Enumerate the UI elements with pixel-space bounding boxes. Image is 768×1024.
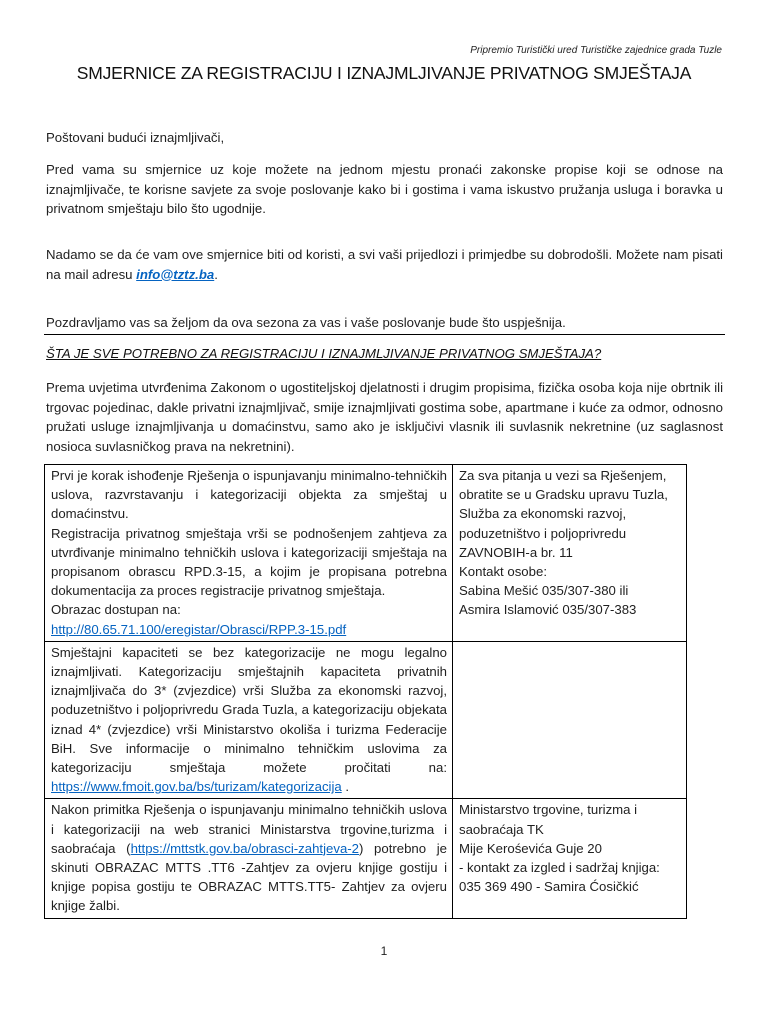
table-row: [45, 641, 687, 799]
contact-1-person-a: Sabina Mešić 035/307-380 ili: [459, 583, 629, 599]
contact-1-label: Kontakt osobe:: [459, 564, 547, 580]
table-row: [45, 799, 687, 918]
step-2-body: Smještajni kapaciteti se bez kategorizacije ne mogu legalno iznajmljivati. Kategorizaciju smještajnih kapaciteta privatnih iznajmljivača do 3* (zvjezdice) vrši Služba za ekonomski razvoj, poduzetništvo i poljoprivredu Grada Tuzla, a kategorizaciju objekata iznad 4* (zvjezdice) vrši Ministarstvo okoliša i turizma Federacije BiH. Sve informacije o minimalno tehničkim uslovima za kategorizaciju smještaja možete pročitati na:: [51, 644, 447, 776]
page-number: 1: [380, 944, 388, 958]
fmoit-link[interactable]: https://www.fmoit.gov.ba/bs/turizam/kategorizacija: [51, 779, 342, 795]
intro-paragraph: Pred vama su smjernice uz koje možete na jednom mjestu pronaći zakonske propise koji se odnose na iznajmljivače, te korisne savjete za svoje poslovanje kako bi i gostima i vama iskustvo pružanja usluga i boravka u privatnom smještaju bilo što ugodnije.: [46, 162, 723, 217]
step-1-text: Prvi je korak ishođenje Rješenja o ispunjavanju minimalno-tehničkih uslova, razvrstavanju i kategorizaciji objekta za smještaj u domaćinstvu.: [51, 468, 447, 522]
closing-paragraph: Pozdravljamo vas sa željom da ova sezona za vas i vaše poslovanje bude što uspješnija.: [46, 315, 566, 330]
document-title: SMJERNICE ZA REGISTRACIJU I IZNAJMLJIVANJE PRIVATNOG SMJEŠTAJA: [76, 63, 692, 83]
step-1-registration: Registracija privatnog smještaja vrši se podnošenjem zahtjeva za utvrđivanje minimalno tehničkih uslova i kategorizaciji smještaja na propisanom obrascu RPD.3-15, a kojim je propisana potrebna dokumentacija za proces registracije privatnog smještaja.: [51, 525, 447, 599]
table-cell-contact-3: [453, 799, 687, 918]
step-2-text: [51, 643, 447, 797]
contact-1-office: Za sva pitanja u vezi sa Rješenjem, obratite se u Gradsku upravu Tuzla, Služba za ekonomski razvoj, poduzetništvo i poljoprivredu ZAVNOBIH-a br. 11: [459, 468, 668, 560]
step-3-body-a: Nakon primitka Rješenja o ispunjavanju minimalno tehničkih uslova i kategorizaciji na web stranici Ministarstva trgovine,turizma i saobraćaja (: [51, 802, 447, 856]
requirements-table: [44, 464, 687, 919]
table-cell-step-3: [45, 799, 453, 918]
table-row: [45, 465, 687, 642]
step-2-end: .: [341, 779, 350, 795]
step-3-text: [51, 800, 447, 915]
header-note: Pripremio Turistički ured Turističke zajednice grada Tuzle: [470, 45, 722, 56]
contact-1-person-b: Asmira Islamović 035/307-383: [459, 602, 637, 618]
contact-3-ministry: Ministarstvo trgovine, turizma i saobraćaja TK: [459, 802, 638, 837]
section-body: Prema uvjetima utvrđenima Zakonom o ugostiteljskoj djelatnosti i drugim propisima, fizička osoba koja nije obrtnik ili trgovac pojedinac, dakle privatni iznajmljivač, smije iznajmljivati gostima sobe, apartmane i kuće za odmor, odnosno pružati usluge iznajmljivanja u domaćinstvu, samo ako je isključivi vlasnik ili suvlasnik nekretnine (uz saglasnost nosioca suvlasničkog prava na nekretnini).: [46, 380, 723, 454]
email-link[interactable]: info@tztz.ba: [136, 266, 215, 282]
greeting: Poštovani budući iznajmljivači,: [46, 130, 225, 145]
contact-3-address: Mije Kerośevića Guje 20: [459, 840, 602, 856]
table-cell-contact-2: [453, 641, 687, 799]
contact-3-phone: - kontakt za izgled i sadržaj knjiga: 035 369 490 - Samira Ćosičkić: [459, 860, 660, 895]
section-divider: [44, 334, 725, 335]
table-cell-step-1: [45, 465, 453, 642]
step-3-body-b: ) potrebno je skinuti OBRAZAC MTTS .TT6 -Zahtjev za ovjeru knjige gostiju i knjige popisa gostiju te OBRAZAC MTTS.TT5- Zahtjev za ovjeru knjige žalbi.: [51, 840, 448, 914]
feedback-text: Nadamo se da će vam ove smjernice biti od koristi, a svi vaši prijedlozi i primjedbe su dobrodošli. Možete nam pisati na mail adresu: [46, 247, 723, 282]
step-1-form-label: Obrazac dostupan na:: [51, 602, 181, 618]
section-heading: ŠTA JE SVE POTREBNO ZA REGISTRACIJU I IZNAJMLJIVANJE PRIVATNOG SMJEŠTAJA?: [46, 346, 602, 361]
table-cell-step-2: [45, 641, 453, 799]
form-rpp-link[interactable]: http://80.65.71.100/eregistar/Obrasci/RPP.3-15.pdf: [51, 621, 347, 637]
mttstk-link[interactable]: https://mttstk.gov.ba/obrasci-zahtjeva-2: [130, 840, 359, 856]
table-cell-contact-1: [453, 465, 687, 642]
feedback-end: .: [214, 266, 218, 282]
feedback-paragraph: [46, 245, 723, 284]
